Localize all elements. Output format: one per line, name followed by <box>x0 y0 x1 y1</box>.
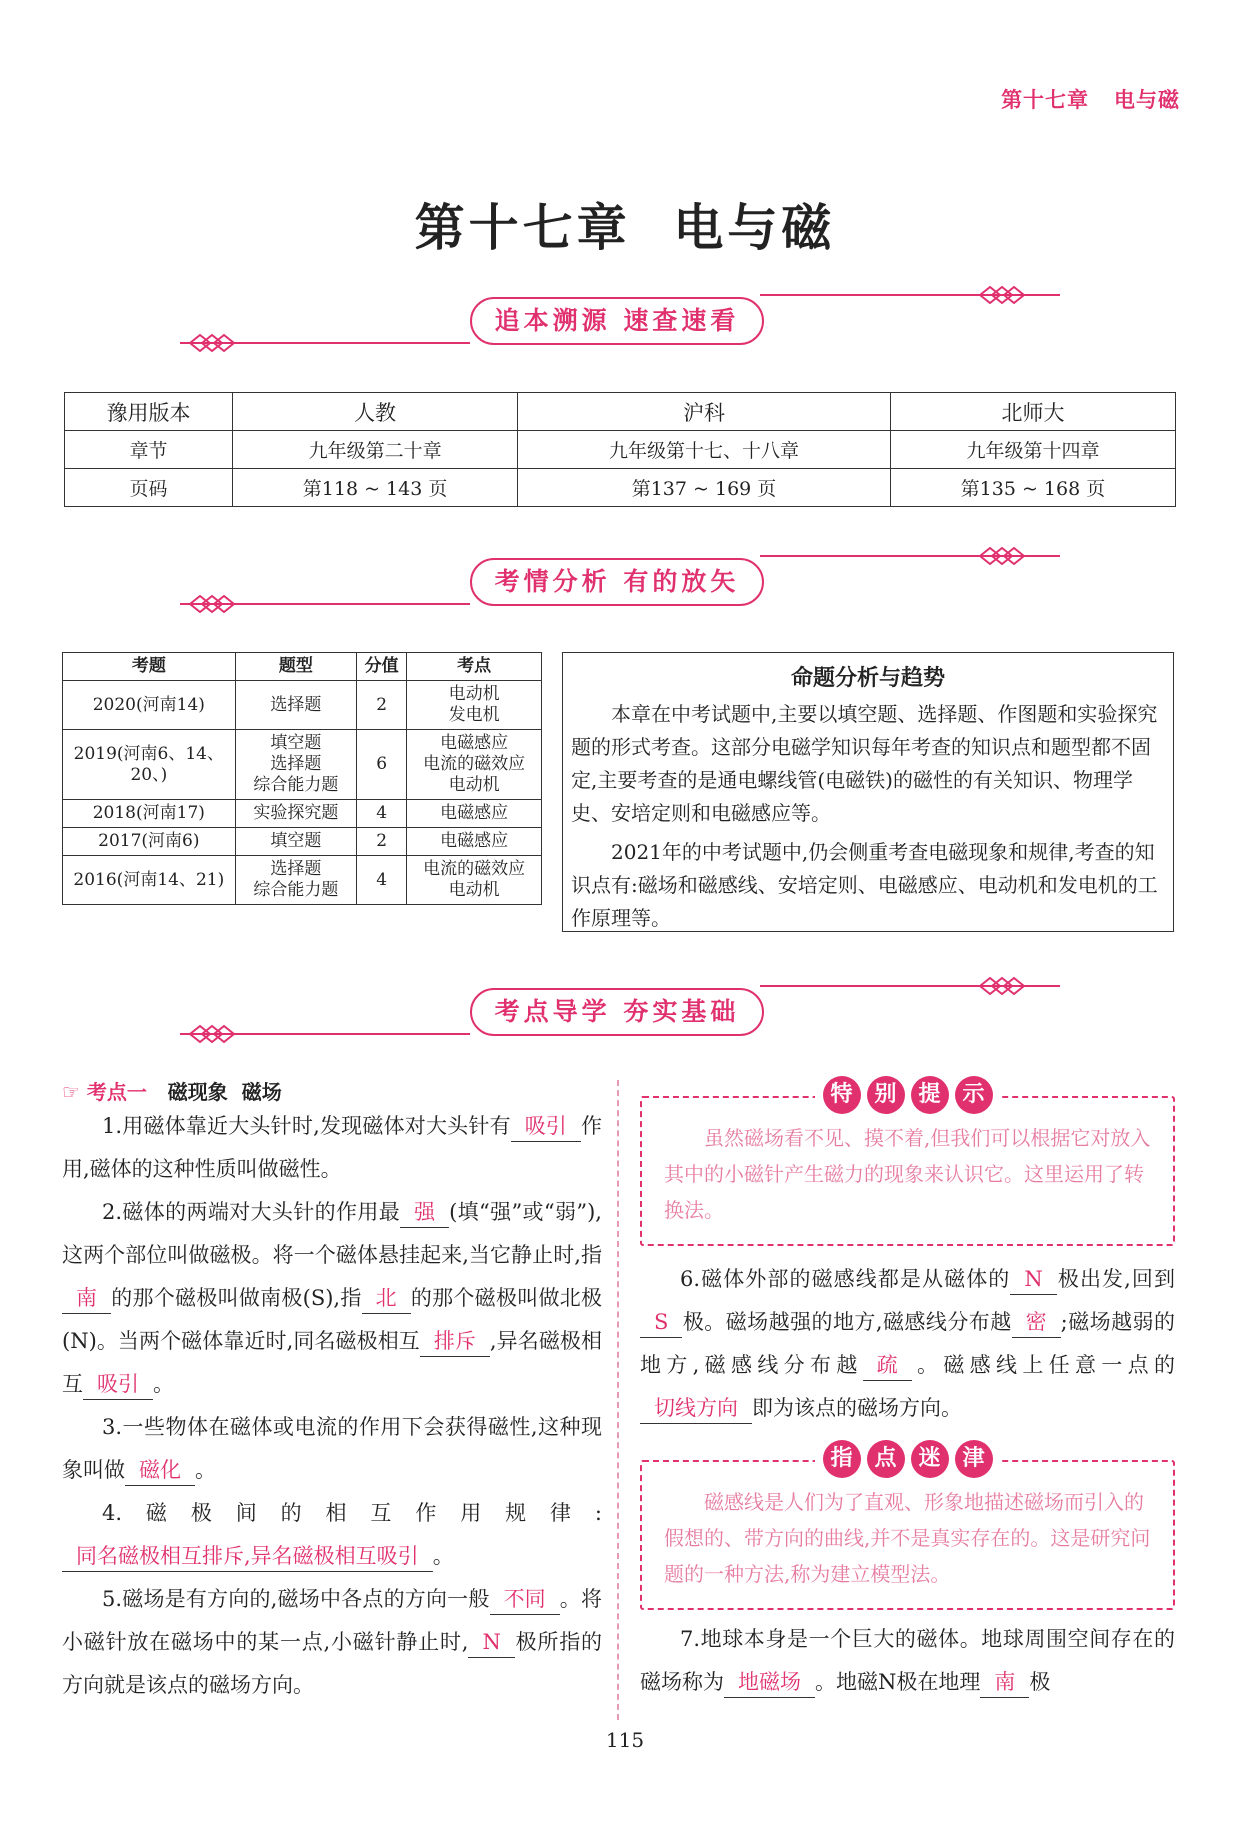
exam-table-cell: 电磁感应 电流的磁效应 电动机 <box>407 730 542 800</box>
exam-table-cell: 实验探究题 <box>235 800 356 828</box>
exam-table-header-cell: 题型 <box>235 653 356 681</box>
exam-table-cell: 选择题 <box>235 681 356 730</box>
right-column <box>640 1076 1175 1704</box>
exam-table-header-cell: 分值 <box>357 653 407 681</box>
answer-blank: 强 <box>400 1197 449 1228</box>
version-table-cell: 豫用版本 <box>65 393 233 431</box>
special-tip-box <box>640 1082 1175 1246</box>
analysis-title: 命题分析与趋势 <box>790 666 945 691</box>
exam-table-cell: 2 <box>357 828 407 856</box>
version-table-row <box>65 469 1176 507</box>
version-table-cell: 沪科 <box>518 393 891 431</box>
exam-table-cell: 6 <box>357 730 407 800</box>
answer-blank: N <box>468 1627 514 1658</box>
answer-blank: 切线方向 <box>640 1393 752 1424</box>
exam-table-cell: 电磁感应 <box>407 828 542 856</box>
answer-blank: 同名磁极相互排斥,异名磁极相互吸引 <box>62 1541 433 1572</box>
answer-blank: 吸引 <box>511 1111 581 1142</box>
exam-table-cell: 4 <box>357 800 407 828</box>
version-table-cell: 第118 ~ 143 页 <box>233 469 518 507</box>
answer-blank: N <box>1010 1264 1056 1295</box>
version-table-cell: 页码 <box>65 469 233 507</box>
banner-2-label: 考情分析 有的放矢 <box>470 558 764 606</box>
exam-table-row <box>63 681 542 730</box>
banner-1-label: 追本溯源 速查速看 <box>470 297 764 345</box>
version-table-cell: 第137 ~ 169 页 <box>518 469 891 507</box>
exam-table-header-cell: 考点 <box>407 653 542 681</box>
exam-table-cell: 2019(河南6、14、 20、) <box>63 730 236 800</box>
answer-blank: 吸引 <box>83 1369 153 1400</box>
guidance-tip-text: 磁感线是人们为了直观、形象地描述磁场而引入的假想的、带方向的曲线,并不是真实存在的。这是研究问题的一种方法,称为建立模型法。 <box>664 1490 1151 1586</box>
answer-blank: S <box>640 1307 682 1338</box>
version-table-row <box>65 431 1176 469</box>
exam-table-row <box>63 856 542 905</box>
version-table-cell: 九年级第十七、十八章 <box>518 431 891 469</box>
exam-table-cell: 电流的磁效应 电动机 <box>407 856 542 905</box>
exam-table-cell: 电动机 发电机 <box>407 681 542 730</box>
answer-blank: 南 <box>62 1283 111 1314</box>
exam-table-cell: 选择题 综合能力题 <box>235 856 356 905</box>
exam-table-cell: 填空题 <box>235 828 356 856</box>
kaodian-tag: 考点一 <box>86 1080 147 1104</box>
question-4: 4.磁极间的相互作用规律:同名磁极相互排斥,异名磁极相互吸引 。 <box>62 1492 602 1578</box>
page-title: 第十七章 电与磁 <box>414 199 836 257</box>
page-number: 115 <box>605 1728 645 1752</box>
exam-table-cell: 2016(河南14、21) <box>63 856 236 905</box>
answer-blank: 不同 <box>490 1584 560 1615</box>
answer-blank: 排斥 <box>420 1326 490 1357</box>
version-table-cell: 北师大 <box>890 393 1175 431</box>
question-3: 3.一些物体在磁体或电流的作用下会获得磁性,这种现象叫做 磁化 。 <box>62 1406 602 1492</box>
exam-table-row <box>63 730 542 800</box>
kaodian-title: 磁现象 磁场 <box>167 1080 282 1104</box>
question-7: 7.地球本身是一个巨大的磁体。地球周围空间存在的磁场称为 地磁场 。地磁N极在地理 南 极 <box>640 1618 1175 1704</box>
banner-1 <box>180 277 1060 367</box>
question-5: 5.磁场是有方向的,磁场中各点的方向一般 不同 。将小磁针放在磁场中的某一点,小磁针静止时, N 极所指的方向就是该点的磁场方向。 <box>62 1578 602 1707</box>
version-table-cell: 人教 <box>233 393 518 431</box>
exam-table <box>62 652 542 905</box>
version-table-cell: 章节 <box>65 431 233 469</box>
exam-table-cell: 电磁感应 <box>407 800 542 828</box>
answer-blank: 磁化 <box>125 1455 195 1486</box>
question-1: 1.用磁体靠近大头针时,发现磁体对大头针有 吸引 作用,磁体的这种性质叫做磁性。 <box>62 1105 602 1191</box>
version-table-row <box>65 393 1176 431</box>
exam-table-cell: 2 <box>357 681 407 730</box>
guidance-tip-label: 指 点 迷 津 <box>815 1440 1001 1478</box>
analysis-box <box>562 652 1174 932</box>
answer-blank: 北 <box>362 1283 411 1314</box>
banner-2 <box>180 538 1060 628</box>
exam-table-cell: 填空题 选择题 综合能力题 <box>235 730 356 800</box>
column-divider <box>617 1080 619 1720</box>
exam-table-cell: 2018(河南17) <box>63 800 236 828</box>
special-tip-text: 虽然磁场看不见、摸不着,但我们可以根据它对放入其中的小磁针产生磁力的现象来认识它。这里运用了转换法。 <box>664 1126 1151 1222</box>
exam-table-cell: 4 <box>357 856 407 905</box>
pointing-hand-icon: ☞ <box>62 1080 80 1104</box>
exam-table-cell: 2017(河南6) <box>63 828 236 856</box>
kaodian-heading <box>62 1076 602 1105</box>
left-column <box>62 1076 602 1707</box>
analysis-paragraph-1: 本章在中考试题中,主要以填空题、选择题、作图题和实验探究题的形式考查。这部分电磁学知识每年考查的知识点和题型都不固定,主要考查的是通电螺线管(电磁铁)的磁性的有关知识、物理学史、安培定则和电磁感应等。 <box>571 702 1158 825</box>
answer-blank: 地磁场 <box>724 1667 815 1698</box>
running-header <box>1001 84 1180 114</box>
special-tip-label: 特 别 提 示 <box>815 1076 1001 1114</box>
exam-table-header <box>63 653 542 681</box>
version-table-cell: 第135 ~ 168 页 <box>890 469 1175 507</box>
exam-table-header-cell: 考题 <box>63 653 236 681</box>
version-table-cell: 九年级第二十章 <box>233 431 518 469</box>
question-6: 6.磁体外部的磁感线都是从磁体的 N 极出发,回到S 极。磁场越强的地方,磁感线分布越 密 ;磁场越弱的地方,磁感线分布越 疏 。磁感线上任意一点的切线方向 即为该点的磁场方向。 <box>640 1258 1175 1430</box>
answer-blank: 密 <box>1012 1307 1061 1338</box>
analysis-paragraph-2: 2021年的中考试题中,仍会侧重考查电磁现象和规律,考查的知识点有:磁场和磁感线、安培定则、电磁感应、电动机和发电机的工作原理等。 <box>571 840 1158 930</box>
version-table-cell: 九年级第十四章 <box>890 431 1175 469</box>
header-topic: 电与磁 <box>1114 88 1180 112</box>
guidance-tip-box <box>640 1446 1175 1610</box>
exam-table-cell: 2020(河南14) <box>63 681 236 730</box>
exam-table-row <box>63 828 542 856</box>
banner-3-label: 考点导学 夯实基础 <box>470 988 764 1036</box>
exam-table-row <box>63 800 542 828</box>
question-2: 2.磁体的两端对大头针的作用最 强 (填“强”或“弱”),这两个部位叫做磁极。将一个磁体悬挂起来,当它静止时,指南 的那个磁极叫做南极(S),指 北 的那个磁极叫做北极(N)。当两个磁体靠近时,同名磁极相互 排斥 ,异名磁极相互 吸引 。 <box>62 1191 602 1406</box>
header-chapter: 第十七章 <box>1001 88 1090 112</box>
version-table <box>64 392 1176 507</box>
answer-blank: 疏 <box>863 1350 912 1381</box>
banner-3 <box>180 968 1060 1058</box>
answer-blank: 南 <box>980 1667 1029 1698</box>
